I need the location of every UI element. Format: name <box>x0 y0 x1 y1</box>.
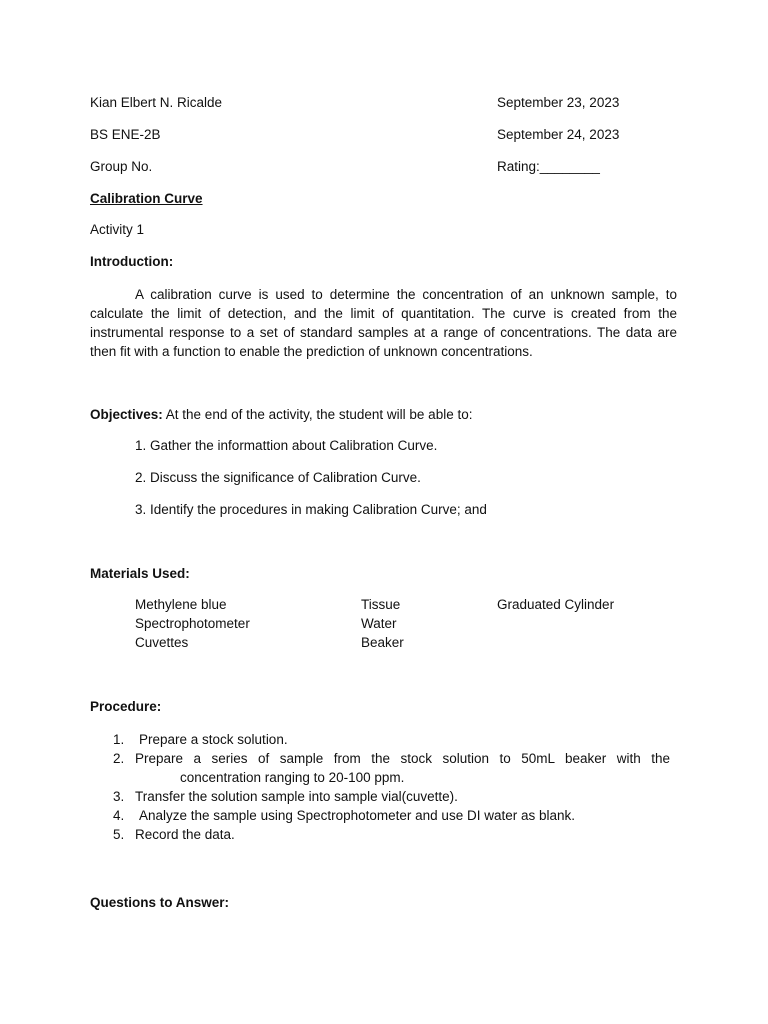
material-item: Water <box>361 616 397 631</box>
materials-heading: Materials Used: <box>90 566 190 581</box>
step-text: Prepare a series of sample from the stock solution to 50mL beaker with the <box>135 751 670 766</box>
procedure-heading: Procedure: <box>90 699 162 714</box>
student-name: Kian Elbert N. Ricalde <box>90 95 223 110</box>
material-item: Cuvettes <box>135 635 189 650</box>
questions-heading: Questions to Answer: <box>90 895 230 910</box>
material-item: Spectrophotometer <box>135 616 250 631</box>
objectives-lead: At the end of the activity, the student will be able to: <box>162 407 473 422</box>
group-number: Group No. <box>90 159 153 174</box>
objectives-line <box>90 406 472 424</box>
step-text: Analyze the sample using Spectrophotometer and use DI water as blank. <box>139 808 575 823</box>
step-number: 2. <box>113 751 125 766</box>
procedure-list <box>90 730 670 844</box>
step-text: Transfer the solution sample into sample vial(cuvette). <box>135 789 458 804</box>
activity-label: Activity 1 <box>90 222 145 237</box>
objective-item: 2. Discuss the significance of Calibration Curve. <box>135 470 421 485</box>
step-text: Prepare a stock solution. <box>139 732 288 747</box>
procedure-step <box>90 806 670 825</box>
procedure-step <box>90 787 670 806</box>
step-text: Record the data. <box>135 827 235 842</box>
document-title: Calibration Curve <box>90 191 203 206</box>
step-number: 4. <box>113 808 125 823</box>
objectives-heading: Objectives: <box>90 407 163 422</box>
step-number: 3. <box>113 789 125 804</box>
material-item: Graduated Cylinder <box>497 597 615 612</box>
step-number: 1. <box>113 732 125 747</box>
date-performed: September 23, 2023 <box>497 95 620 110</box>
introduction-paragraph: A calibration curve is used to determine the concentration of an unknown sample, to calculate the limit of detection, and the limit of quantitation. The curve is created from the instrumental response to a set of standard samples at a range of concentrations. The data are then fit with a function to enable the prediction of unknown concentrations. <box>90 287 677 359</box>
objective-item: 1. Gather the informattion about Calibration Curve. <box>135 438 438 453</box>
objective-item: 3. Identify the procedures in making Calibration Curve; and <box>135 502 487 517</box>
procedure-step <box>90 749 670 787</box>
material-item: Methylene blue <box>135 597 227 612</box>
introduction-heading: Introduction: <box>90 254 174 269</box>
rating-field: Rating:________ <box>497 159 600 174</box>
material-item: Tissue <box>361 597 401 612</box>
material-item: Beaker <box>361 635 404 650</box>
course-section: BS ENE-2B <box>90 127 161 142</box>
procedure-step <box>90 825 670 844</box>
step-number: 5. <box>113 827 125 842</box>
date-submitted: September 24, 2023 <box>497 127 620 142</box>
procedure-step <box>90 730 670 749</box>
step-text-continued: concentration ranging to 20-100 ppm. <box>180 770 405 785</box>
